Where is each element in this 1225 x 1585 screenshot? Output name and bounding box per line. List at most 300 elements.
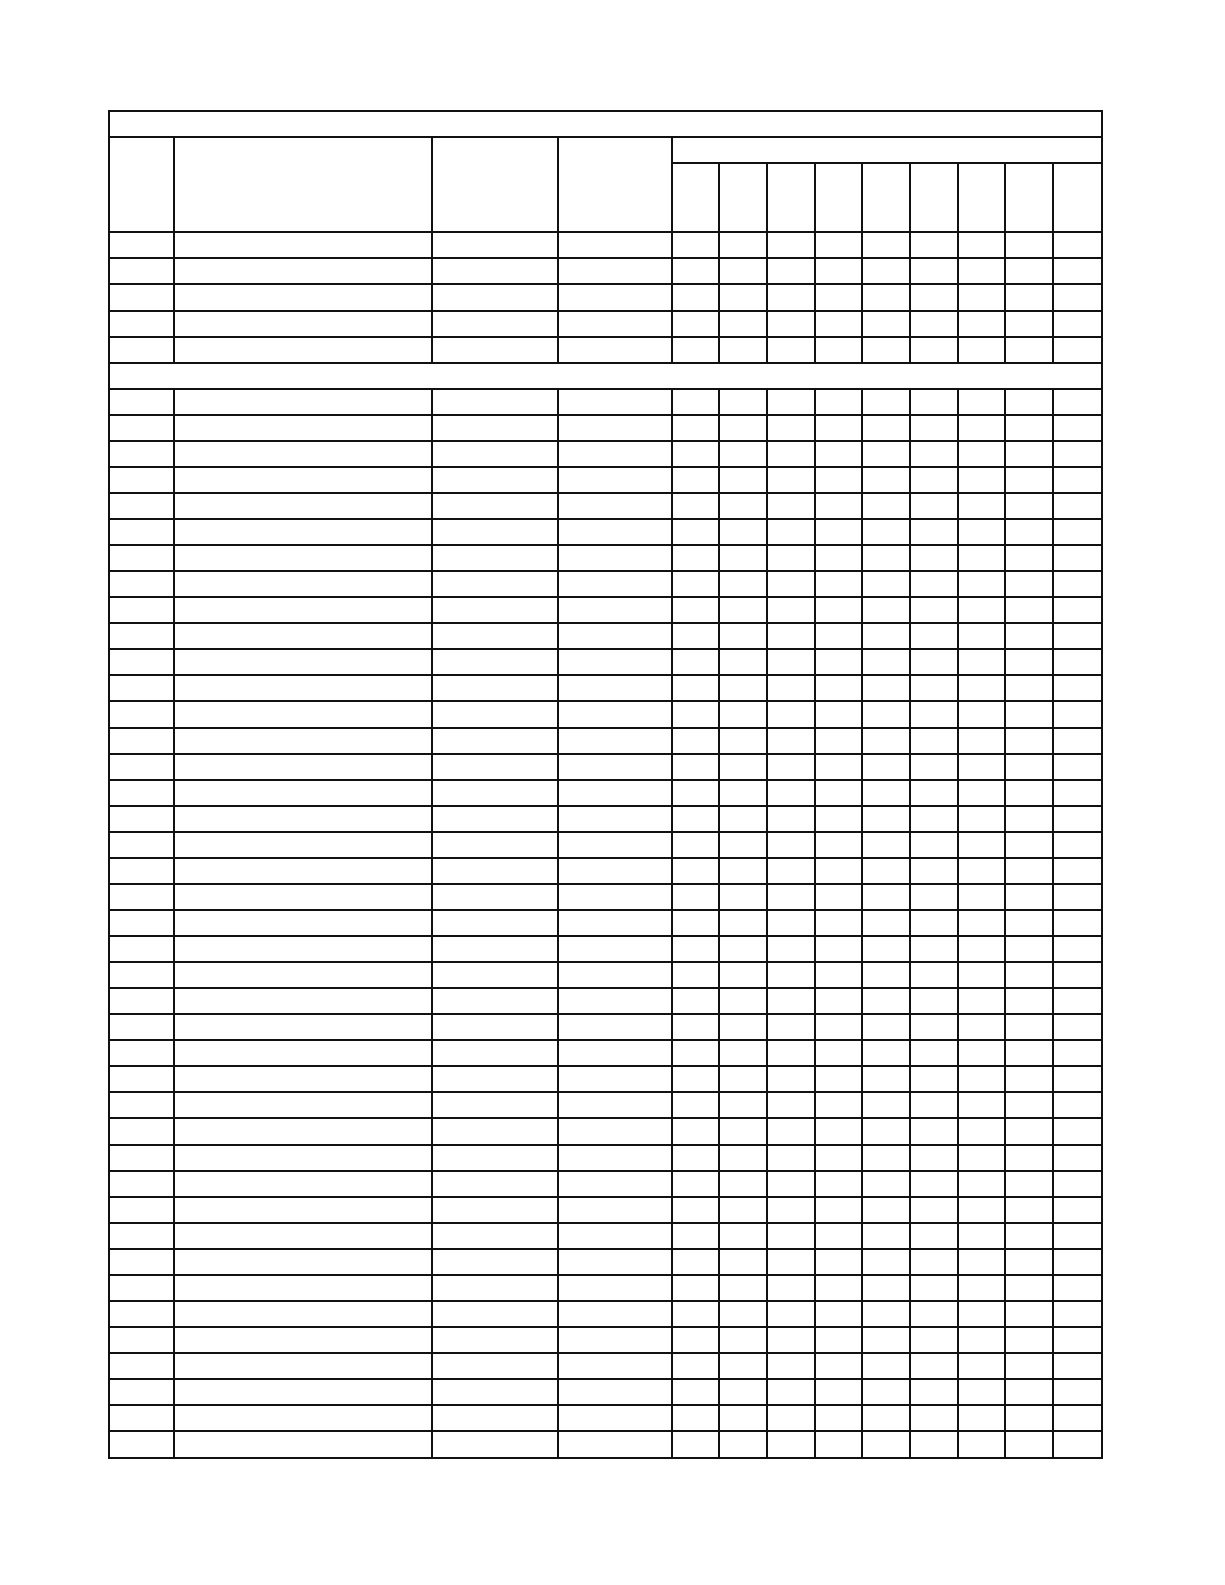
cell-sub-3[interactable]	[767, 1405, 815, 1431]
cell-sub-9[interactable]	[1053, 884, 1102, 910]
cell-sub-8[interactable]	[1005, 675, 1053, 701]
cell-sub-8[interactable]	[1005, 1171, 1053, 1197]
cell-number[interactable]	[109, 1275, 174, 1301]
cell-sub-9[interactable]	[1053, 728, 1102, 754]
cell-sub-4[interactable]	[815, 988, 862, 1014]
cell-sub-9[interactable]	[1053, 1040, 1102, 1066]
cell-number[interactable]	[109, 258, 174, 284]
cell-sub-2[interactable]	[719, 962, 767, 988]
cell-sub-1[interactable]	[672, 962, 719, 988]
cell-number[interactable]	[109, 1301, 174, 1327]
cell-col-d[interactable]	[558, 754, 672, 780]
cell-number[interactable]	[109, 1171, 174, 1197]
cell-sub-9[interactable]	[1053, 1092, 1102, 1118]
cell-sub-9[interactable]	[1053, 1066, 1102, 1092]
cell-col-d[interactable]	[558, 1327, 672, 1353]
cell-sub-6[interactable]	[910, 623, 958, 649]
cell-description[interactable]	[174, 1197, 432, 1223]
cell-sub-8[interactable]	[1005, 728, 1053, 754]
cell-sub-1[interactable]	[672, 1379, 719, 1405]
cell-number[interactable]	[109, 728, 174, 754]
cell-sub-9[interactable]	[1053, 1275, 1102, 1301]
cell-col-d[interactable]	[558, 311, 672, 337]
cell-col-d[interactable]	[558, 1431, 672, 1458]
cell-sub-1[interactable]	[672, 780, 719, 806]
cell-number[interactable]	[109, 467, 174, 493]
cell-sub-5[interactable]	[862, 962, 910, 988]
cell-sub-1[interactable]	[672, 936, 719, 962]
cell-sub-6[interactable]	[910, 1405, 958, 1431]
cell-col-c[interactable]	[432, 806, 558, 832]
cell-sub-4[interactable]	[815, 1118, 862, 1144]
cell-sub-4[interactable]	[815, 1405, 862, 1431]
cell-sub-6[interactable]	[910, 1249, 958, 1275]
cell-sub-6[interactable]	[910, 858, 958, 884]
cell-number[interactable]	[109, 1353, 174, 1379]
cell-sub-8[interactable]	[1005, 337, 1053, 363]
cell-description[interactable]	[174, 1040, 432, 1066]
cell-sub-2[interactable]	[719, 1171, 767, 1197]
cell-description[interactable]	[174, 728, 432, 754]
cell-description[interactable]	[174, 597, 432, 623]
cell-sub-4[interactable]	[815, 910, 862, 936]
cell-sub-8[interactable]	[1005, 806, 1053, 832]
cell-sub-9[interactable]	[1053, 519, 1102, 545]
cell-sub-3[interactable]	[767, 1353, 815, 1379]
cell-col-c[interactable]	[432, 675, 558, 701]
cell-sub-2[interactable]	[719, 284, 767, 310]
cell-sub-2[interactable]	[719, 910, 767, 936]
cell-sub-6[interactable]	[910, 1379, 958, 1405]
cell-sub-2[interactable]	[719, 1405, 767, 1431]
cell-sub-9[interactable]	[1053, 1353, 1102, 1379]
cell-sub-4[interactable]	[815, 884, 862, 910]
cell-col-c[interactable]	[432, 311, 558, 337]
cell-description[interactable]	[174, 571, 432, 597]
cell-col-c[interactable]	[432, 858, 558, 884]
cell-sub-8[interactable]	[1005, 597, 1053, 623]
cell-sub-7[interactable]	[958, 754, 1005, 780]
cell-sub-3[interactable]	[767, 1301, 815, 1327]
cell-sub-8[interactable]	[1005, 1431, 1053, 1458]
cell-sub-1[interactable]	[672, 284, 719, 310]
cell-col-c[interactable]	[432, 1145, 558, 1171]
cell-sub-6[interactable]	[910, 519, 958, 545]
cell-sub-2[interactable]	[719, 1014, 767, 1040]
cell-sub-8[interactable]	[1005, 1223, 1053, 1249]
cell-number[interactable]	[109, 571, 174, 597]
cell-sub-2[interactable]	[719, 389, 767, 415]
cell-sub-4[interactable]	[815, 389, 862, 415]
cell-sub-6[interactable]	[910, 910, 958, 936]
cell-col-d[interactable]	[558, 545, 672, 571]
cell-col-d[interactable]	[558, 1223, 672, 1249]
cell-sub-2[interactable]	[719, 441, 767, 467]
cell-col-d[interactable]	[558, 962, 672, 988]
cell-sub-5[interactable]	[862, 571, 910, 597]
cell-sub-9[interactable]	[1053, 858, 1102, 884]
cell-sub-4[interactable]	[815, 1223, 862, 1249]
cell-number[interactable]	[109, 1066, 174, 1092]
cell-sub-6[interactable]	[910, 701, 958, 727]
cell-sub-5[interactable]	[862, 649, 910, 675]
cell-col-c[interactable]	[432, 597, 558, 623]
cell-number[interactable]	[109, 232, 174, 258]
cell-sub-4[interactable]	[815, 467, 862, 493]
cell-sub-9[interactable]	[1053, 623, 1102, 649]
cell-sub-6[interactable]	[910, 1301, 958, 1327]
cell-sub-3[interactable]	[767, 1014, 815, 1040]
cell-sub-6[interactable]	[910, 284, 958, 310]
cell-sub-6[interactable]	[910, 1066, 958, 1092]
cell-sub-5[interactable]	[862, 311, 910, 337]
cell-sub-7[interactable]	[958, 1092, 1005, 1118]
cell-sub-8[interactable]	[1005, 858, 1053, 884]
cell-sub-5[interactable]	[862, 1118, 910, 1144]
cell-sub-6[interactable]	[910, 415, 958, 441]
cell-sub-3[interactable]	[767, 1040, 815, 1066]
cell-sub-6[interactable]	[910, 1197, 958, 1223]
cell-sub-7[interactable]	[958, 858, 1005, 884]
cell-number[interactable]	[109, 1327, 174, 1353]
cell-sub-5[interactable]	[862, 1014, 910, 1040]
cell-sub-2[interactable]	[719, 675, 767, 701]
cell-sub-4[interactable]	[815, 311, 862, 337]
cell-sub-9[interactable]	[1053, 754, 1102, 780]
cell-sub-9[interactable]	[1053, 389, 1102, 415]
cell-sub-2[interactable]	[719, 1118, 767, 1144]
cell-sub-5[interactable]	[862, 1040, 910, 1066]
cell-sub-1[interactable]	[672, 232, 719, 258]
cell-sub-9[interactable]	[1053, 1301, 1102, 1327]
cell-description[interactable]	[174, 910, 432, 936]
cell-number[interactable]	[109, 415, 174, 441]
cell-sub-4[interactable]	[815, 1092, 862, 1118]
cell-sub-2[interactable]	[719, 806, 767, 832]
cell-sub-7[interactable]	[958, 910, 1005, 936]
cell-description[interactable]	[174, 754, 432, 780]
cell-sub-3[interactable]	[767, 493, 815, 519]
cell-number[interactable]	[109, 1223, 174, 1249]
cell-sub-1[interactable]	[672, 545, 719, 571]
cell-sub-3[interactable]	[767, 258, 815, 284]
cell-sub-5[interactable]	[862, 780, 910, 806]
cell-sub-9[interactable]	[1053, 1379, 1102, 1405]
cell-sub-4[interactable]	[815, 1014, 862, 1040]
cell-sub-7[interactable]	[958, 649, 1005, 675]
cell-sub-2[interactable]	[719, 1040, 767, 1066]
cell-sub-8[interactable]	[1005, 1014, 1053, 1040]
cell-col-d[interactable]	[558, 1197, 672, 1223]
cell-sub-8[interactable]	[1005, 284, 1053, 310]
cell-col-c[interactable]	[432, 415, 558, 441]
cell-col-d[interactable]	[558, 1405, 672, 1431]
cell-number[interactable]	[109, 337, 174, 363]
cell-sub-3[interactable]	[767, 832, 815, 858]
cell-col-d[interactable]	[558, 1171, 672, 1197]
cell-sub-5[interactable]	[862, 284, 910, 310]
cell-col-d[interactable]	[558, 493, 672, 519]
cell-sub-3[interactable]	[767, 988, 815, 1014]
cell-sub-8[interactable]	[1005, 1118, 1053, 1144]
cell-number[interactable]	[109, 284, 174, 310]
cell-sub-3[interactable]	[767, 1275, 815, 1301]
cell-sub-4[interactable]	[815, 284, 862, 310]
cell-col-c[interactable]	[432, 232, 558, 258]
cell-number[interactable]	[109, 675, 174, 701]
cell-sub-3[interactable]	[767, 571, 815, 597]
cell-col-d[interactable]	[558, 284, 672, 310]
cell-sub-9[interactable]	[1053, 806, 1102, 832]
cell-sub-8[interactable]	[1005, 389, 1053, 415]
cell-number[interactable]	[109, 988, 174, 1014]
cell-sub-8[interactable]	[1005, 1066, 1053, 1092]
cell-col-c[interactable]	[432, 1353, 558, 1379]
cell-sub-3[interactable]	[767, 936, 815, 962]
cell-sub-2[interactable]	[719, 884, 767, 910]
cell-sub-6[interactable]	[910, 1145, 958, 1171]
cell-sub-8[interactable]	[1005, 1327, 1053, 1353]
cell-sub-6[interactable]	[910, 728, 958, 754]
cell-sub-1[interactable]	[672, 493, 719, 519]
cell-sub-9[interactable]	[1053, 910, 1102, 936]
cell-number[interactable]	[109, 806, 174, 832]
cell-sub-1[interactable]	[672, 1197, 719, 1223]
cell-sub-2[interactable]	[719, 1066, 767, 1092]
cell-sub-9[interactable]	[1053, 780, 1102, 806]
cell-sub-3[interactable]	[767, 780, 815, 806]
cell-col-d[interactable]	[558, 884, 672, 910]
cell-sub-2[interactable]	[719, 754, 767, 780]
cell-col-d[interactable]	[558, 1040, 672, 1066]
cell-sub-3[interactable]	[767, 623, 815, 649]
cell-col-d[interactable]	[558, 1092, 672, 1118]
cell-description[interactable]	[174, 1431, 432, 1458]
cell-sub-1[interactable]	[672, 258, 719, 284]
cell-sub-1[interactable]	[672, 1145, 719, 1171]
cell-sub-5[interactable]	[862, 623, 910, 649]
cell-sub-3[interactable]	[767, 389, 815, 415]
cell-sub-8[interactable]	[1005, 1145, 1053, 1171]
cell-sub-3[interactable]	[767, 962, 815, 988]
cell-number[interactable]	[109, 441, 174, 467]
cell-description[interactable]	[174, 545, 432, 571]
cell-description[interactable]	[174, 962, 432, 988]
cell-sub-5[interactable]	[862, 728, 910, 754]
cell-sub-6[interactable]	[910, 1040, 958, 1066]
cell-sub-7[interactable]	[958, 806, 1005, 832]
cell-sub-5[interactable]	[862, 701, 910, 727]
cell-sub-1[interactable]	[672, 337, 719, 363]
cell-sub-7[interactable]	[958, 311, 1005, 337]
cell-sub-3[interactable]	[767, 858, 815, 884]
cell-number[interactable]	[109, 780, 174, 806]
cell-description[interactable]	[174, 441, 432, 467]
cell-sub-5[interactable]	[862, 415, 910, 441]
cell-sub-3[interactable]	[767, 1327, 815, 1353]
cell-sub-1[interactable]	[672, 1014, 719, 1040]
cell-sub-5[interactable]	[862, 1405, 910, 1431]
cell-col-d[interactable]	[558, 701, 672, 727]
cell-sub-6[interactable]	[910, 806, 958, 832]
cell-sub-6[interactable]	[910, 1353, 958, 1379]
cell-sub-5[interactable]	[862, 1379, 910, 1405]
cell-sub-4[interactable]	[815, 258, 862, 284]
cell-sub-4[interactable]	[815, 493, 862, 519]
cell-sub-8[interactable]	[1005, 415, 1053, 441]
cell-sub-8[interactable]	[1005, 467, 1053, 493]
cell-description[interactable]	[174, 1327, 432, 1353]
cell-sub-7[interactable]	[958, 1014, 1005, 1040]
cell-col-d[interactable]	[558, 415, 672, 441]
cell-description[interactable]	[174, 389, 432, 415]
cell-number[interactable]	[109, 1040, 174, 1066]
cell-description[interactable]	[174, 1405, 432, 1431]
cell-number[interactable]	[109, 389, 174, 415]
cell-description[interactable]	[174, 1118, 432, 1144]
cell-sub-1[interactable]	[672, 519, 719, 545]
cell-description[interactable]	[174, 623, 432, 649]
cell-sub-8[interactable]	[1005, 1249, 1053, 1275]
cell-sub-1[interactable]	[672, 1353, 719, 1379]
cell-sub-4[interactable]	[815, 1379, 862, 1405]
cell-sub-6[interactable]	[910, 780, 958, 806]
cell-col-c[interactable]	[432, 1301, 558, 1327]
cell-col-d[interactable]	[558, 780, 672, 806]
cell-sub-2[interactable]	[719, 858, 767, 884]
cell-sub-4[interactable]	[815, 936, 862, 962]
cell-sub-7[interactable]	[958, 284, 1005, 310]
cell-col-d[interactable]	[558, 1066, 672, 1092]
cell-number[interactable]	[109, 832, 174, 858]
cell-sub-2[interactable]	[719, 1301, 767, 1327]
cell-sub-1[interactable]	[672, 910, 719, 936]
cell-sub-4[interactable]	[815, 519, 862, 545]
cell-col-c[interactable]	[432, 1431, 558, 1458]
cell-sub-5[interactable]	[862, 754, 910, 780]
cell-sub-4[interactable]	[815, 675, 862, 701]
cell-sub-4[interactable]	[815, 545, 862, 571]
cell-number[interactable]	[109, 1431, 174, 1458]
cell-sub-5[interactable]	[862, 258, 910, 284]
cell-description[interactable]	[174, 1379, 432, 1405]
cell-description[interactable]	[174, 780, 432, 806]
cell-col-d[interactable]	[558, 1145, 672, 1171]
cell-sub-9[interactable]	[1053, 284, 1102, 310]
cell-sub-3[interactable]	[767, 728, 815, 754]
cell-number[interactable]	[109, 962, 174, 988]
cell-sub-5[interactable]	[862, 1275, 910, 1301]
cell-sub-4[interactable]	[815, 701, 862, 727]
cell-sub-7[interactable]	[958, 1171, 1005, 1197]
cell-description[interactable]	[174, 936, 432, 962]
cell-sub-8[interactable]	[1005, 649, 1053, 675]
cell-sub-9[interactable]	[1053, 936, 1102, 962]
cell-sub-1[interactable]	[672, 1275, 719, 1301]
cell-sub-7[interactable]	[958, 441, 1005, 467]
cell-sub-7[interactable]	[958, 571, 1005, 597]
cell-col-c[interactable]	[432, 519, 558, 545]
cell-sub-9[interactable]	[1053, 675, 1102, 701]
cell-sub-3[interactable]	[767, 545, 815, 571]
cell-sub-1[interactable]	[672, 728, 719, 754]
cell-sub-3[interactable]	[767, 1118, 815, 1144]
cell-sub-6[interactable]	[910, 649, 958, 675]
cell-col-c[interactable]	[432, 258, 558, 284]
cell-sub-6[interactable]	[910, 936, 958, 962]
cell-sub-5[interactable]	[862, 493, 910, 519]
cell-sub-3[interactable]	[767, 232, 815, 258]
cell-description[interactable]	[174, 1301, 432, 1327]
cell-sub-8[interactable]	[1005, 571, 1053, 597]
cell-sub-2[interactable]	[719, 337, 767, 363]
cell-sub-8[interactable]	[1005, 1040, 1053, 1066]
cell-sub-7[interactable]	[958, 832, 1005, 858]
cell-sub-2[interactable]	[719, 1275, 767, 1301]
cell-sub-9[interactable]	[1053, 1014, 1102, 1040]
cell-sub-7[interactable]	[958, 258, 1005, 284]
cell-sub-4[interactable]	[815, 754, 862, 780]
cell-sub-6[interactable]	[910, 754, 958, 780]
cell-sub-1[interactable]	[672, 858, 719, 884]
cell-col-d[interactable]	[558, 389, 672, 415]
cell-col-c[interactable]	[432, 884, 558, 910]
cell-sub-1[interactable]	[672, 884, 719, 910]
cell-sub-6[interactable]	[910, 1092, 958, 1118]
cell-sub-5[interactable]	[862, 597, 910, 623]
cell-sub-4[interactable]	[815, 1275, 862, 1301]
cell-sub-9[interactable]	[1053, 597, 1102, 623]
cell-sub-2[interactable]	[719, 545, 767, 571]
cell-sub-4[interactable]	[815, 441, 862, 467]
cell-sub-2[interactable]	[719, 597, 767, 623]
cell-sub-5[interactable]	[862, 337, 910, 363]
cell-sub-6[interactable]	[910, 389, 958, 415]
cell-col-d[interactable]	[558, 441, 672, 467]
cell-sub-8[interactable]	[1005, 1405, 1053, 1431]
cell-sub-2[interactable]	[719, 649, 767, 675]
cell-description[interactable]	[174, 311, 432, 337]
cell-sub-2[interactable]	[719, 832, 767, 858]
cell-sub-5[interactable]	[862, 988, 910, 1014]
cell-description[interactable]	[174, 701, 432, 727]
cell-sub-7[interactable]	[958, 1275, 1005, 1301]
cell-sub-1[interactable]	[672, 701, 719, 727]
cell-sub-1[interactable]	[672, 1301, 719, 1327]
cell-sub-1[interactable]	[672, 1118, 719, 1144]
cell-sub-2[interactable]	[719, 1249, 767, 1275]
cell-description[interactable]	[174, 1171, 432, 1197]
cell-sub-8[interactable]	[1005, 311, 1053, 337]
cell-col-c[interactable]	[432, 1223, 558, 1249]
cell-number[interactable]	[109, 1405, 174, 1431]
cell-col-d[interactable]	[558, 858, 672, 884]
cell-col-c[interactable]	[432, 337, 558, 363]
cell-number[interactable]	[109, 1092, 174, 1118]
cell-sub-5[interactable]	[862, 910, 910, 936]
cell-col-c[interactable]	[432, 1066, 558, 1092]
cell-sub-4[interactable]	[815, 597, 862, 623]
cell-sub-4[interactable]	[815, 1249, 862, 1275]
cell-description[interactable]	[174, 1223, 432, 1249]
cell-sub-4[interactable]	[815, 1431, 862, 1458]
cell-description[interactable]	[174, 675, 432, 701]
cell-col-d[interactable]	[558, 1379, 672, 1405]
cell-sub-5[interactable]	[862, 936, 910, 962]
cell-sub-2[interactable]	[719, 415, 767, 441]
cell-sub-9[interactable]	[1053, 1327, 1102, 1353]
cell-sub-9[interactable]	[1053, 962, 1102, 988]
